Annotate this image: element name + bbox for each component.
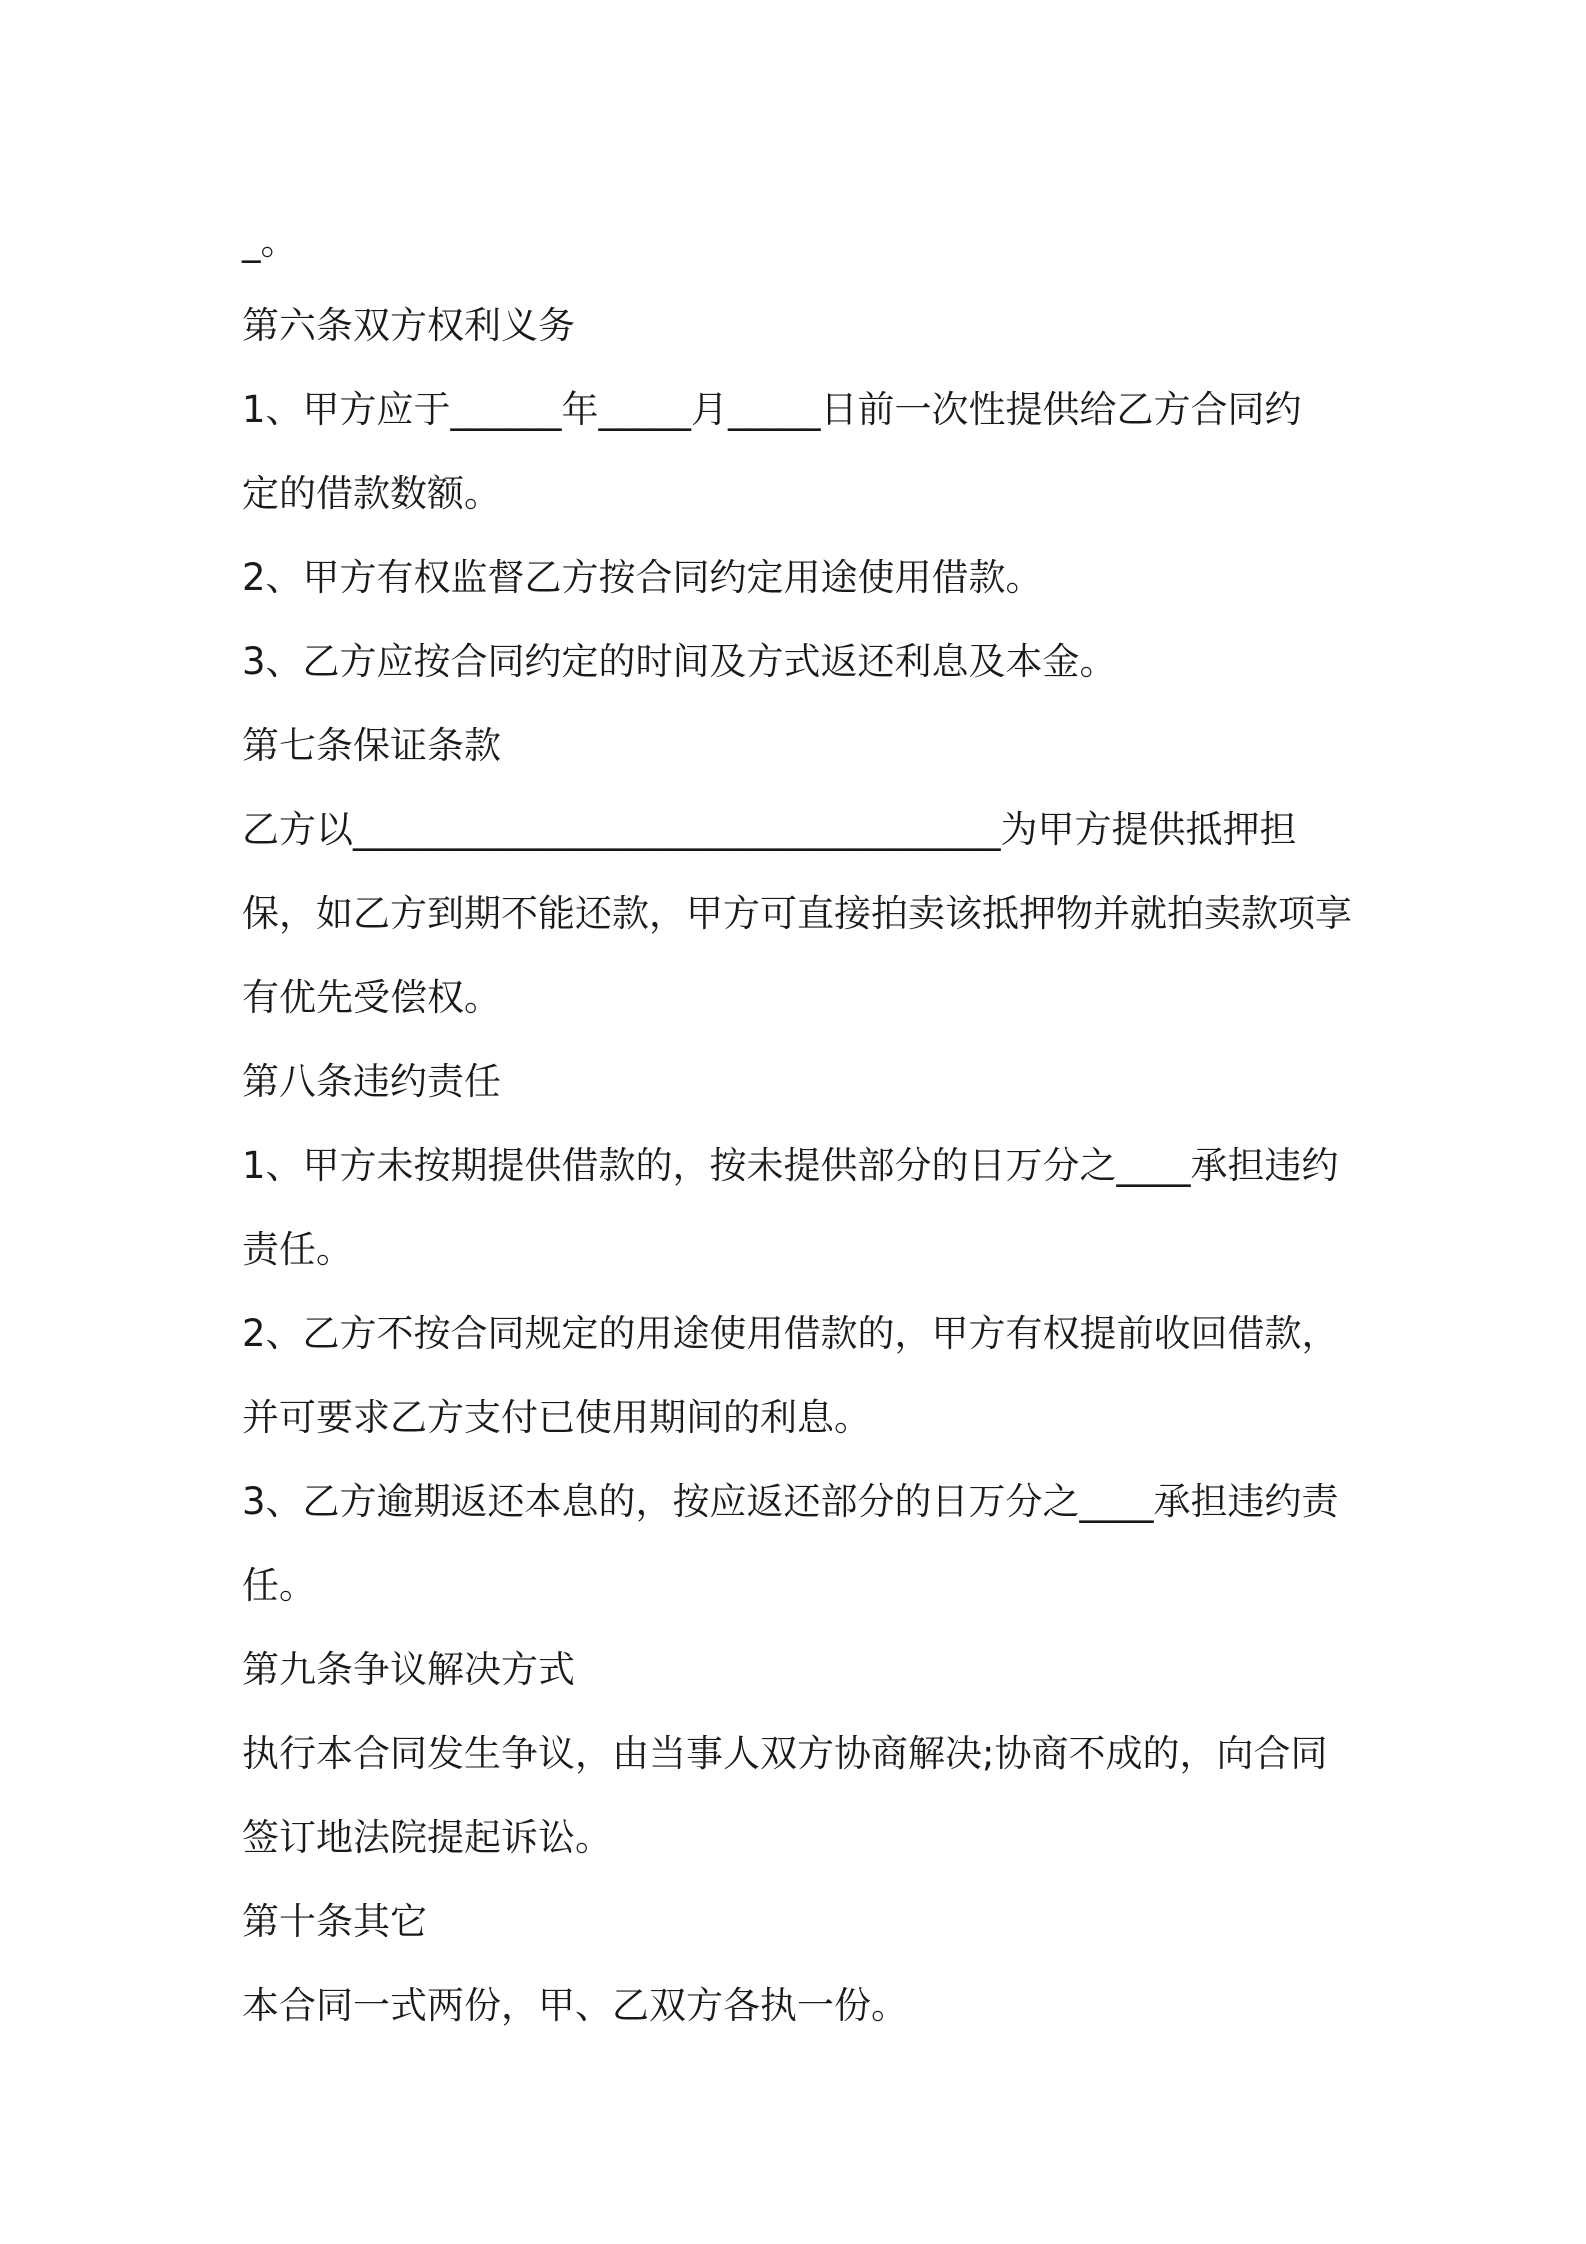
text-line: 并可要求乙方支付已使用期间的利息。 (242, 1396, 871, 1439)
text-line: 责任。 (242, 1228, 353, 1271)
text-line: 本合同一式两份，甲、乙双方各执一份。 (242, 1984, 908, 2027)
section-heading-8: 第八条违约责任 (242, 1060, 501, 1103)
text-line: 3、乙方逾期返还本息的，按应返还部分的日万分之____承担违约责 (242, 1480, 1339, 1523)
text-line: _。 (242, 220, 298, 263)
text-line: 任。 (242, 1564, 316, 1607)
text-line: 乙方以___________________________________为甲方提供抵押担 (242, 808, 1297, 851)
section-heading-10: 第十条其它 (242, 1900, 427, 1943)
section-heading-6: 第六条双方权利义务 (242, 304, 575, 347)
section-heading-7: 第七条保证条款 (242, 724, 501, 767)
text-line: 3、乙方应按合同约定的时间及方式返还利息及本金。 (242, 640, 1117, 683)
section-heading-9: 第九条争议解决方式 (242, 1648, 575, 1691)
text-line: 1、甲方应于______年_____月_____日前一次性提供给乙方合同约 (242, 388, 1302, 431)
text-line: 定的借款数额。 (242, 472, 501, 515)
text-line: 1、甲方未按期提供借款的，按未提供部分的日万分之____承担违约 (242, 1144, 1339, 1187)
text-line: 2、甲方有权监督乙方按合同约定用途使用借款。 (242, 556, 1043, 599)
contract-text (242, 200, 1367, 2048)
text-line: 保，如乙方到期不能还款，甲方可直接拍卖该抵押物并就拍卖款项享 (242, 892, 1352, 935)
text-line: 执行本合同发生争议，由当事人双方协商解决;协商不成的，向合同 (242, 1732, 1328, 1775)
text-line: 有优先受偿权。 (242, 976, 501, 1019)
text-line: 2、乙方不按合同规定的用途使用借款的，甲方有权提前收回借款， (242, 1312, 1339, 1355)
text-line: 签订地法院提起诉讼。 (242, 1816, 612, 1859)
